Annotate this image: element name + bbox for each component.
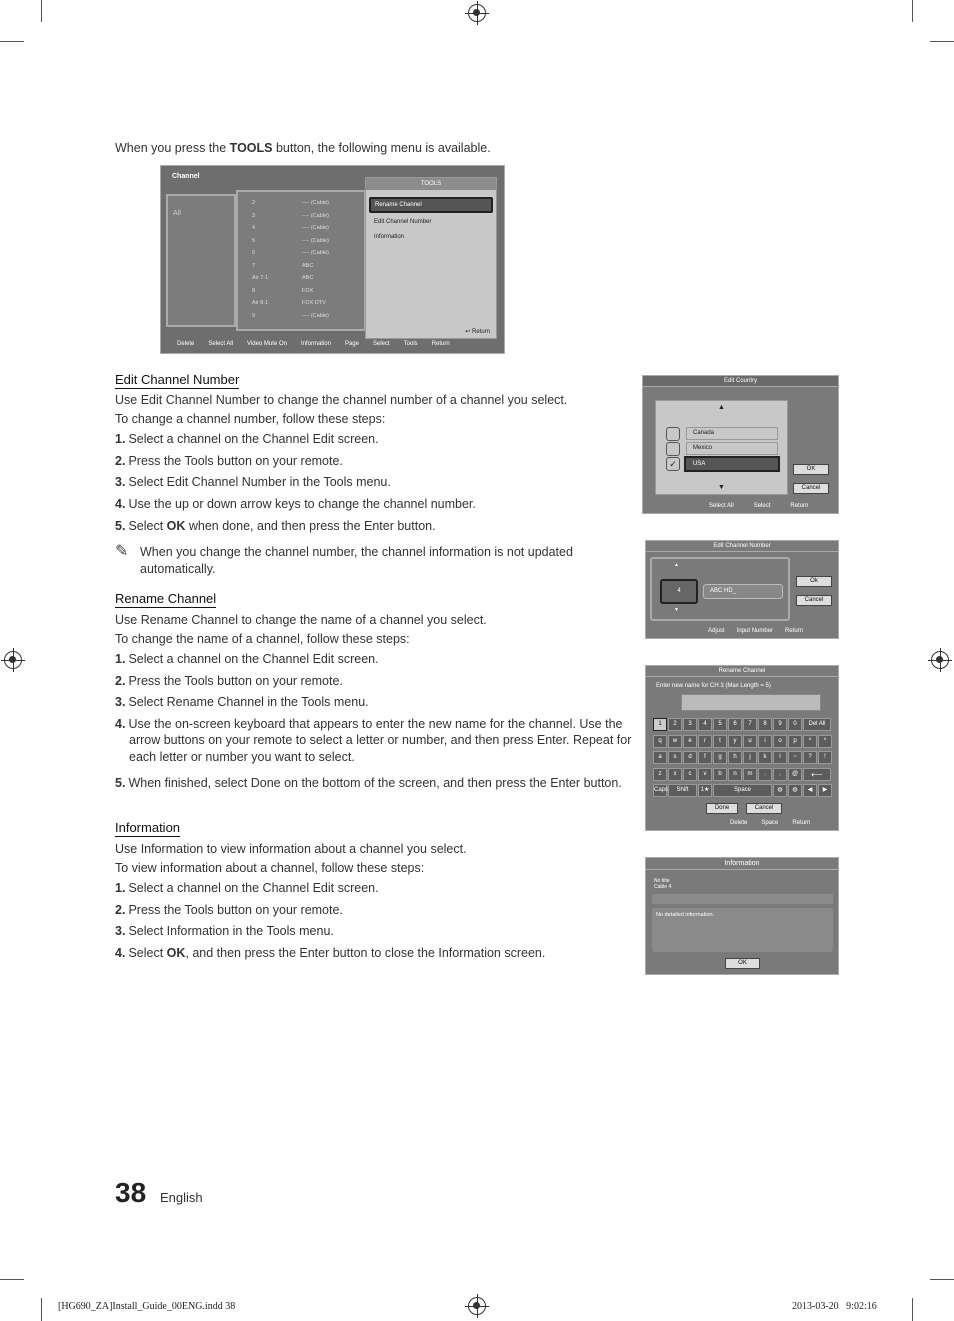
edit-number-screenshot	[645, 540, 839, 639]
step-2	[115, 902, 645, 919]
checkbox-canada[interactable]	[666, 427, 680, 441]
country-usa[interactable]: USA	[684, 456, 780, 472]
information-intro: Use Information to view information about a channel you select.	[115, 842, 467, 856]
crop-mark	[41, 0, 42, 22]
rename-footer	[730, 820, 838, 826]
step-text: Press the Tools button on your remote.	[128, 453, 343, 468]
step-number: 3.	[115, 924, 126, 938]
key-1[interactable]: 1	[653, 718, 667, 731]
key-q[interactable]: q	[653, 735, 667, 748]
key-c[interactable]: c	[683, 768, 697, 781]
ok-button[interactable]: Ok	[796, 576, 832, 587]
edit-number-note: When you change the channel number, the channel information is not updated automatically.	[140, 545, 573, 576]
channel-row-number[interactable]: Air 8-1	[252, 300, 269, 306]
step-text: When finished, select Done on the bottom of the screen, and then press the Enter button.	[128, 776, 622, 791]
key-u[interactable]: u	[743, 735, 757, 748]
arrow-up-icon[interactable]: ▲	[718, 404, 725, 411]
key-h[interactable]: h	[728, 751, 742, 764]
channel-row-number[interactable]: 6	[252, 250, 256, 256]
cancel-button[interactable]: Cancel	[793, 483, 829, 494]
step-text: Use the up or down arrow keys to change the channel number.	[128, 496, 476, 511]
category-panel	[166, 194, 236, 327]
tools-title: TOOLS	[366, 178, 496, 190]
step-3	[115, 923, 645, 940]
step-text: Select a channel on the Channel Edit screen.	[128, 652, 379, 666]
space-key[interactable]: Space	[713, 784, 772, 797]
channel-number-input[interactable]: 4	[660, 579, 698, 604]
key-r[interactable]: r	[698, 735, 712, 748]
channel-row-name[interactable]: ---- (Cable)	[302, 212, 329, 219]
key-i[interactable]: i	[758, 735, 772, 748]
edit-number-heading: Edit Channel Number	[115, 372, 240, 387]
step-text: Select a channel on the Channel Edit screen.	[128, 432, 379, 446]
step-number: 3.	[115, 695, 126, 709]
step-number: 2.	[115, 902, 126, 917]
edit-number-title: Edit Channel Number	[646, 541, 838, 552]
footer-item[interactable]: Video Mute On	[247, 341, 287, 347]
note-pencil-icon: ✎	[115, 543, 129, 560]
footer-item[interactable]: Return	[785, 628, 804, 634]
channel-row-name[interactable]: ---- (Cable)	[302, 312, 329, 319]
step-text: Use the on-screen keyboard that appears to enter the new name for the channel. Use the arrow buttons on your remote to select a letter or number, and then press Enter. Repeat for each letter or number you want to select.	[128, 716, 632, 764]
caps-key[interactable]: Caps	[653, 784, 667, 797]
arrow-down-icon[interactable]: ▼	[718, 484, 725, 491]
chevron-up-icon[interactable]: ▲	[674, 562, 679, 568]
ok-button[interactable]: OK	[725, 958, 760, 969]
key-m[interactable]: m	[743, 768, 757, 781]
step-1	[115, 880, 645, 897]
step-4	[115, 716, 645, 766]
key-7[interactable]: 7	[743, 718, 757, 731]
crop-mark	[912, 0, 913, 22]
information-title: Information	[646, 858, 838, 870]
globe-icon[interactable]: ◍	[788, 784, 802, 797]
key-@[interactable]: @	[788, 768, 802, 781]
tools-information[interactable]: Information	[374, 234, 405, 240]
key-w[interactable]: w	[668, 735, 682, 748]
crop-mark	[912, 1298, 913, 1321]
footer-item[interactable]: Select All	[709, 503, 734, 509]
footer-item[interactable]: Select	[753, 503, 771, 509]
key-a[interactable]: a	[653, 751, 667, 764]
step-number: 5.	[115, 776, 126, 791]
step-text: Press the Tools button on your remote.	[128, 902, 343, 917]
key-,[interactable]: ,	[773, 768, 787, 781]
step-5	[115, 775, 645, 792]
information-heading: Information	[115, 820, 181, 835]
crop-mark	[0, 1279, 24, 1280]
rename-screenshot	[645, 665, 839, 831]
step-4	[115, 496, 645, 513]
edit-number-step-5: 5. Select OK when done, and then press the Enter button.	[115, 519, 436, 533]
footer-item[interactable]: Information	[300, 341, 331, 347]
key-2[interactable]: 2	[668, 718, 682, 731]
checkbox-mexico[interactable]	[666, 442, 680, 456]
checkbox-usa-checked-icon[interactable]: ✓	[666, 457, 680, 471]
channel-row-number[interactable]: Air 7-1	[252, 275, 269, 281]
information-step-4: 4. Select OK, and then press the Enter button to close the Information screen.	[115, 946, 546, 960]
registration-mark-icon	[4, 651, 22, 669]
channel-footer	[177, 341, 504, 347]
step-number: 4.	[115, 496, 126, 511]
footer-item[interactable]: Select	[372, 341, 390, 347]
chevron-down-icon[interactable]: ▼	[674, 607, 679, 613]
footer-item[interactable]: Adjust	[708, 628, 725, 634]
channel-list	[236, 190, 366, 331]
key-*[interactable]: *	[818, 735, 832, 748]
registration-mark-icon	[468, 4, 486, 22]
registration-mark-icon	[468, 1297, 486, 1315]
edit-country-title: Edit Country	[643, 376, 838, 387]
footer-item[interactable]: Return	[431, 341, 450, 347]
footer-item[interactable]: Return	[792, 820, 811, 826]
info-divider	[652, 894, 833, 904]
key-v[interactable]: v	[698, 768, 712, 781]
step-1	[115, 431, 645, 448]
step-3	[115, 694, 645, 711]
key-t[interactable]: t	[713, 735, 727, 748]
channel-row-name[interactable]: FOX	[302, 287, 314, 294]
step-text: Select Edit Channel Number in the Tools menu.	[128, 475, 391, 489]
page-language: English	[160, 1190, 203, 1205]
key-p[interactable]: p	[788, 735, 802, 748]
channel-row-name[interactable]: ---- (Cable)	[302, 237, 329, 244]
edit-number-instructions: To change a channel number, follow these steps:	[115, 412, 386, 426]
cancel-button[interactable]: Cancel	[746, 803, 782, 814]
step-number: 4.	[115, 716, 126, 731]
information-screenshot	[645, 857, 839, 975]
footer-item[interactable]: Input Number	[736, 628, 774, 634]
page-number: 38	[115, 1177, 147, 1208]
channel-screenshot	[160, 165, 505, 354]
key-.[interactable]: .	[758, 768, 772, 781]
channel-title: Channel	[172, 173, 200, 180]
edit-number-footer	[708, 628, 838, 634]
edit-country-screenshot	[642, 375, 839, 514]
key-![interactable]: !	[818, 751, 832, 764]
shift-key[interactable]: Shift	[668, 784, 697, 797]
symbol-key[interactable]: 1★	[698, 784, 712, 797]
crop-mark	[0, 41, 24, 42]
country-mexico[interactable]: Mexico	[686, 442, 778, 455]
rename-input[interactable]	[681, 694, 821, 711]
tools-menu	[365, 177, 497, 339]
key-6[interactable]: 6	[728, 718, 742, 731]
step-1	[115, 651, 645, 668]
key-x[interactable]: x	[668, 768, 682, 781]
tools-edit-channel-number[interactable]: Edit Channel Number	[374, 219, 432, 225]
info-channel: Cable 4	[654, 884, 672, 890]
key-0[interactable]: 0	[788, 718, 802, 731]
rename-title: Rename Channel	[646, 666, 838, 677]
key-9[interactable]: 9	[773, 718, 787, 731]
key-o[interactable]: o	[773, 735, 787, 748]
channel-row-number[interactable]: 7	[252, 262, 256, 269]
key-?[interactable]: ?	[803, 751, 817, 764]
key-l[interactable]: l	[773, 751, 787, 764]
channel-row-number[interactable]: 9	[252, 312, 256, 319]
key-d[interactable]: d	[683, 751, 697, 764]
footer-item[interactable]: Return	[790, 503, 809, 509]
footer-item[interactable]: Page	[344, 341, 359, 347]
globe-icon[interactable]: ◍	[773, 784, 787, 797]
rename-intro: Use Rename Channel to change the name of a channel you select.	[115, 613, 487, 627]
tools-return[interactable]: ↩ Return	[465, 329, 490, 335]
step-number: 2.	[115, 673, 126, 688]
step-number: 1.	[115, 881, 126, 895]
channel-row-name[interactable]: ABC	[302, 262, 314, 269]
step-number: 1.	[115, 652, 126, 666]
step-text: Select Rename Channel in the Tools menu.	[128, 695, 369, 709]
rename-instructions: To change the name of a channel, follow these steps:	[115, 632, 410, 646]
country-canada[interactable]: Canada	[686, 427, 778, 440]
edit-country-footer	[709, 503, 838, 509]
information-instructions: To view information about a channel, follow these steps:	[115, 861, 425, 875]
step-3	[115, 474, 645, 491]
ok-button[interactable]: OK	[793, 464, 829, 475]
print-date: 2013-03-20 9:02:16	[792, 1301, 877, 1312]
footer-item[interactable]: Delete	[177, 341, 195, 347]
channel-row-name[interactable]: FOX DTV	[302, 300, 326, 306]
key-k[interactable]: k	[758, 751, 772, 764]
footer-item[interactable]: Tools	[403, 341, 418, 347]
arrow-left-icon[interactable]: ◀	[803, 784, 817, 797]
key-4[interactable]: 4	[698, 718, 712, 731]
step-text: Press the Tools button on your remote.	[128, 673, 343, 688]
footer-item[interactable]: Space	[761, 820, 779, 826]
rename-prompt: Enter new name for CH 3 (Max Length = 5)	[656, 683, 771, 689]
key-8[interactable]: 8	[758, 718, 772, 731]
key-g[interactable]: g	[713, 751, 727, 764]
key-b[interactable]: b	[713, 768, 727, 781]
channel-row-name[interactable]: ABC	[302, 275, 314, 281]
channel-name-field[interactable]: ABC HD_	[703, 584, 783, 599]
channel-row-number[interactable]: 3	[252, 212, 256, 219]
step-text: Select Information in the Tools menu.	[128, 924, 334, 938]
key-y[interactable]: y	[728, 735, 742, 748]
step-2	[115, 673, 645, 690]
key-z[interactable]: z	[653, 768, 667, 781]
crop-mark	[930, 41, 954, 42]
key-~[interactable]: ~	[788, 751, 802, 764]
channel-row-name[interactable]: ---- (Cable)	[302, 225, 329, 231]
arrow-right-icon[interactable]: ▶	[818, 784, 832, 797]
key-f[interactable]: f	[698, 751, 712, 764]
step-number: 3.	[115, 475, 126, 489]
key-^[interactable]: ^	[803, 735, 817, 748]
step-number: 1.	[115, 432, 126, 446]
category-all[interactable]: All	[173, 210, 181, 217]
channel-row-name[interactable]: ---- (Cable)	[302, 250, 329, 256]
backspace-icon[interactable]: ⟵	[803, 768, 831, 781]
footer-item[interactable]: Select All	[208, 341, 234, 347]
step-text: Select a channel on the Channel Edit screen.	[128, 881, 379, 895]
crop-mark	[930, 1279, 954, 1280]
key-s[interactable]: s	[668, 751, 682, 764]
info-detail: No detailed information.	[652, 908, 833, 952]
channel-row-number[interactable]: 5	[252, 237, 256, 244]
del-all-key[interactable]: Del All	[803, 718, 831, 731]
edit-number-panel	[650, 557, 790, 621]
key-n[interactable]: n	[728, 768, 742, 781]
country-list	[655, 400, 788, 495]
key-j[interactable]: j	[743, 751, 757, 764]
key-3[interactable]: 3	[683, 718, 697, 731]
channel-row-number[interactable]: 4	[252, 225, 256, 231]
crop-mark	[41, 1298, 42, 1321]
footer-item[interactable]: Delete	[730, 820, 748, 826]
intro-text: When you press the TOOLS button, the following menu is available.	[115, 141, 491, 155]
rename-heading: Rename Channel	[115, 591, 217, 606]
tools-rename-channel[interactable]: Rename Channel	[369, 197, 493, 213]
channel-row-number[interactable]: 2	[252, 200, 256, 206]
edit-number-intro: Use Edit Channel Number to change the channel number of a channel you select.	[115, 393, 568, 407]
info-program-title: No title	[654, 878, 670, 884]
channel-row-number[interactable]: 8	[252, 287, 256, 294]
step-number: 2.	[115, 453, 126, 468]
key-e[interactable]: e	[683, 735, 697, 748]
print-file-name: [HG690_ZA]Install_Guide_00ENG.indd 38	[58, 1301, 236, 1312]
registration-mark-icon	[931, 651, 949, 669]
channel-row-name[interactable]: ---- (Cable)	[302, 200, 329, 206]
key-5[interactable]: 5	[713, 718, 727, 731]
done-button[interactable]: Done	[706, 803, 738, 814]
cancel-button[interactable]: Cancel	[796, 595, 832, 606]
step-2	[115, 453, 645, 470]
